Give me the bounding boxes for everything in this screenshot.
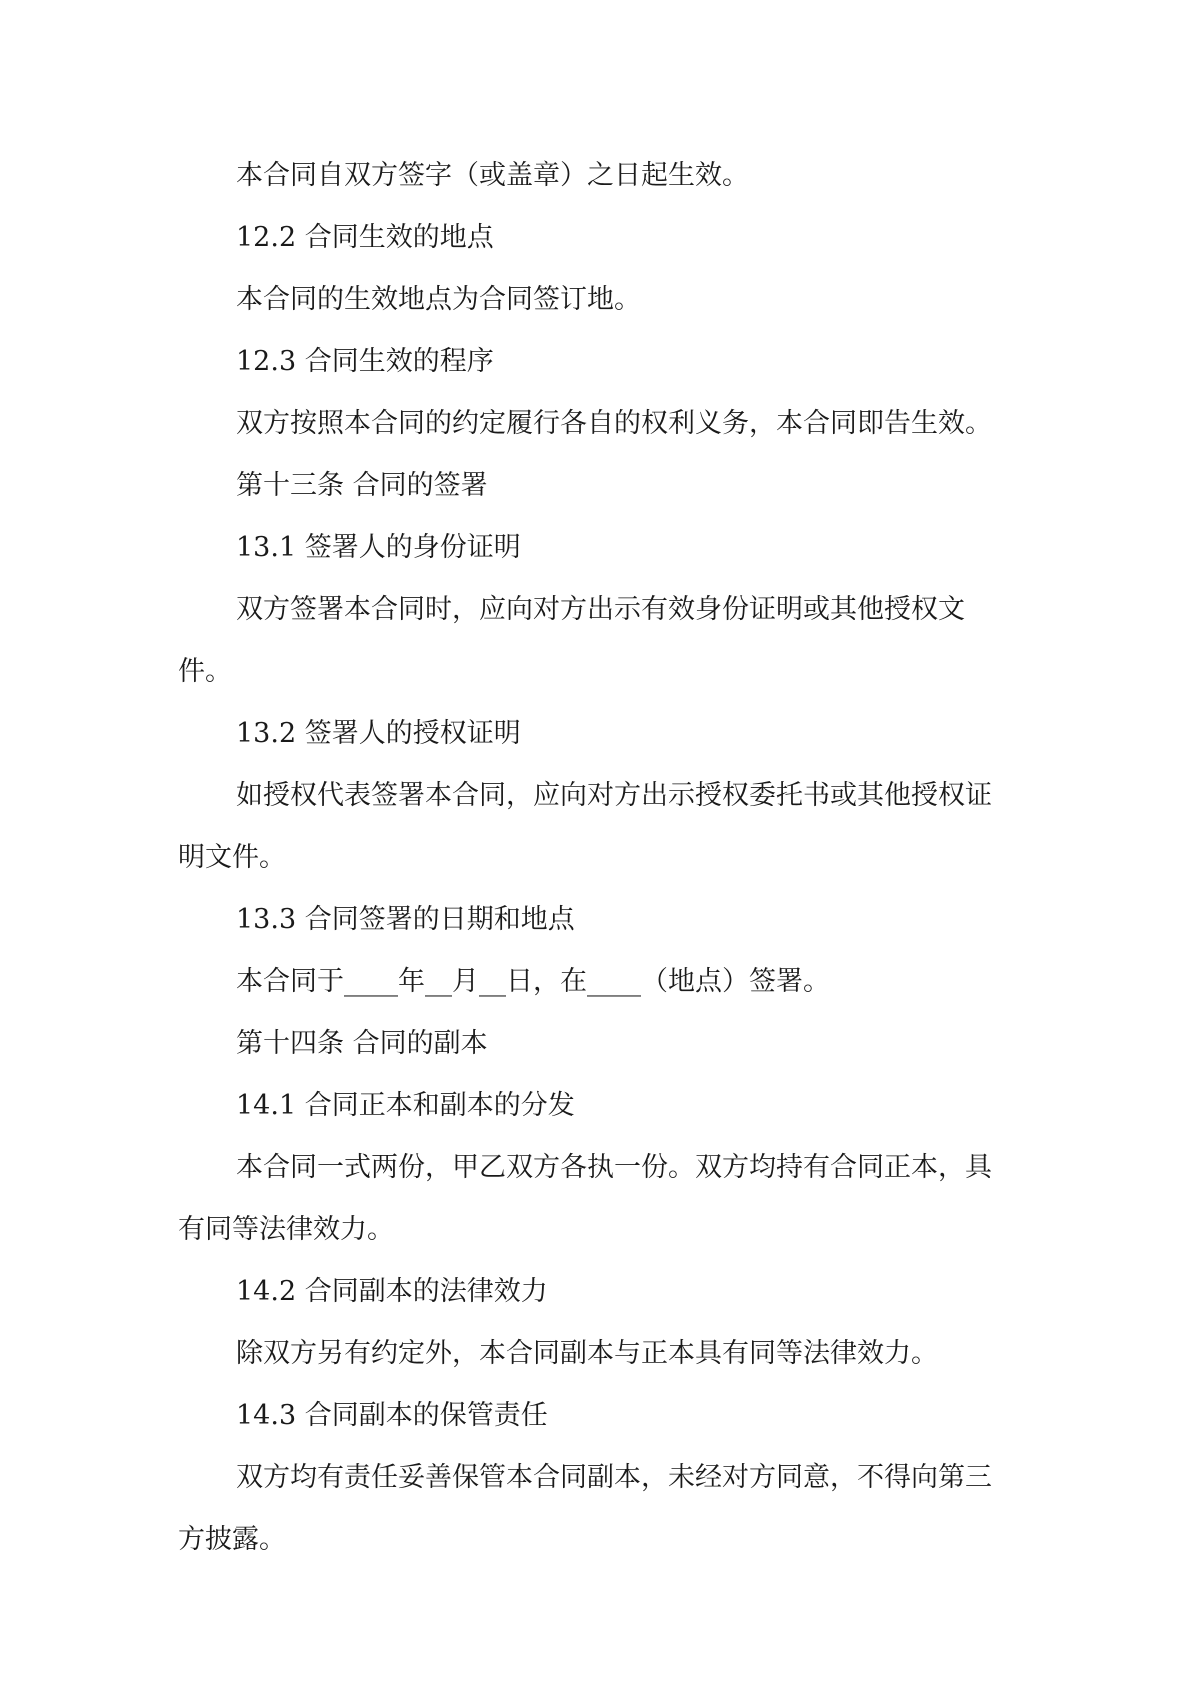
paragraph-authorization-proof: 如授权代表签署本合同，应向对方出示授权委托书或其他授权证明文件。 [178,780,992,873]
heading-14-3: 14.3 合同副本的保管责任 [236,1400,548,1431]
heading-14-1: 14.1 合同正本和副本的分发 [236,1090,575,1121]
paragraph-effective-date: 本合同自双方签字（或盖章）之日起生效。 [236,160,749,191]
paragraph-copy-legal-effect: 除双方另有约定外，本合同副本与正本具有同等法律效力。 [236,1338,938,1369]
heading-article-13: 第十三条 合同的签署 [236,470,488,501]
paragraph-copies-distribution: 本合同一式两份，甲乙双方各执一份。双方均持有合同正本，具有同等法律效力。 [178,1152,992,1245]
paragraph-copy-custody: 双方均有责任妥善保管本合同副本，未经对方同意，不得向第三方披露。 [178,1462,992,1555]
heading-13-1: 13.1 签署人的身份证明 [236,532,521,563]
paragraph-signing-date-place: 本合同于____年__月__日，在____（地点）签署。 [236,966,830,997]
heading-12-2: 12.2 合同生效的地点 [236,222,494,253]
heading-13-2: 13.2 签署人的授权证明 [236,718,521,749]
paragraph-identity-proof: 双方签署本合同时，应向对方出示有效身份证明或其他授权文件。 [178,594,965,687]
paragraph-effective-place: 本合同的生效地点为合同签订地。 [236,284,641,315]
heading-12-3: 12.3 合同生效的程序 [236,346,494,377]
document-body [178,145,1018,1571]
heading-13-3: 13.3 合同签署的日期和地点 [236,904,575,935]
heading-14-2: 14.2 合同副本的法律效力 [236,1276,548,1307]
heading-article-14: 第十四条 合同的副本 [236,1028,488,1059]
paragraph-effective-procedure: 双方按照本合同的约定履行各自的权利义务，本合同即告生效。 [236,408,992,439]
